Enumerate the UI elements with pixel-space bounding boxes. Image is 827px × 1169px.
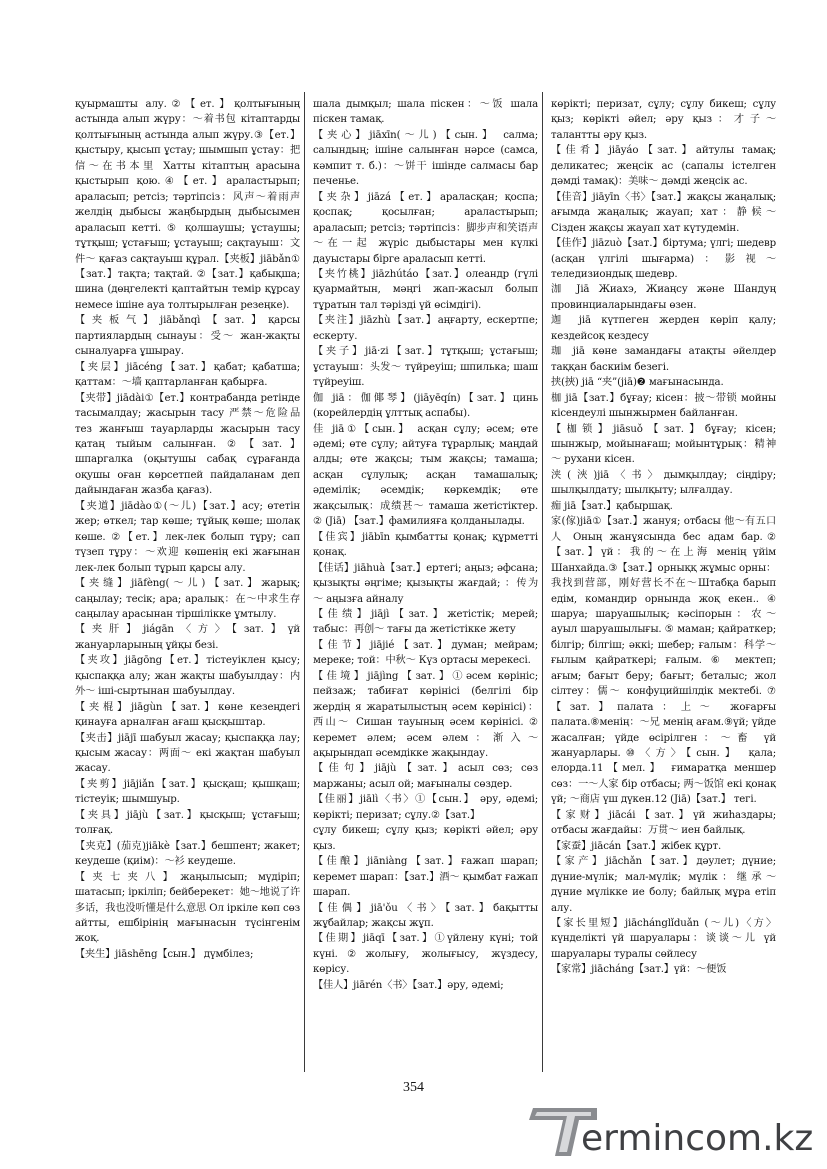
dictionary-entry: 【夹剪】jiājiǎn【зат.】қысқаш; қышқаш; тістеуік; шымшуыр. <box>75 778 300 806</box>
dictionary-entry: 【佳节】jiājié【зат.】думан; мейрам; мереке; той：中秋～ Күз ортасы мерекесі. <box>313 639 538 667</box>
page-number: 354 <box>403 1080 424 1095</box>
dictionary-entry: 家(傢)jiā①【зат.】жануя; отбасы 他～有五口人 Оның жанұясында бес адам бар.②【зат.】үй：我的～在上海 менің үйім Шанхайда.③【зат.】орныққ жұмыс орны：我找到营部，刚好营长不在～Штабқа барып едім, командир орнында жоқ екен.. ④ шаруа; шаруашылық; кәсіпорын：农～ ауыл шаруашылығы. ⑤ маман; қайраткер; білгір; білгіш; әккі; шебер; ғалым：科学～ ғылым қайраткері; ғалым. ⑥ мектеп; ағым; бағыт беру; бағыт; беталыс; жол сілтеу：儒～ конфуцийшілдік мектебі. ⑦【зат.】палата：上～ жоғарғы палата.⑧менің：～兄 менің ағам.⑨үй; үйде жасалған; үйде өсірілген：～畜 үй жануарлары.⑩〈方〉【сын.】 қала; елорда.11【мел.】 ғимаратқа меншер сөз：一～人家 бір отбасы; 两～饭馆 екі қонақ үй; ～商店 үш дүкен.12 (Jiā)【зат.】 тегі. <box>551 516 776 806</box>
dictionary-entry: 【佳人】jiārén〈书〉【зат.】әру, әдемі; <box>313 979 504 991</box>
dictionary-entry: 【夹带】jiādài①【ет.】контрабанда ретінде тасымалдау; жасырын тасу 严禁～危险品 тез жанғыш тауарларды жасырын тасу қатаң тыйым салынған. ②【зат.】шпаргалка (оқытушы сабақ сұрағанда оқушы оған көрсетпей пайдаланам деп дайындаған жазба қағаз). <box>75 392 300 497</box>
dictionary-entry: 【夹道】jiādào①(～儿)【зат.】асу; өтетін жер; өткел; тар көше; тұйық көше; шолақ көше. ②【ет.】лек-лек болып тұру; сап түзеп тұру：～欢迎 көшенің екі жағынан лек-лек болып тұрып қарсы алу. <box>75 500 300 574</box>
dictionary-entry: 浃(浹)jiā〈书〉дымқылдау; сіңдіру; шылқылдату; шылқыту; ылғалдау. <box>551 469 776 497</box>
dictionary-entry: 【家常】jiācháng【зат.】үй：～便饭 <box>551 964 727 976</box>
dictionary-entry: 【夹竹桃】jiāzhútáo【зат.】олеандр (гүлі қуармайтын, мәңгі жап-жасыл болып тұратын тал тәрізді үй өсімдігі). <box>313 268 538 311</box>
dictionary-entry: 【佳丽】jiālì〈书〉①【сын.】 әру, әдемі; көрікті; перизат; сұлу.②【зат.】 <box>313 794 538 821</box>
dictionary-entry: сұлу бикеш; сұлу қыз; көрікті әйел; әру қыз. <box>313 825 538 852</box>
column-divider-right <box>542 92 543 1072</box>
dictionary-entry: 【夹克】(茄克)jiākè【зат.】бешпент; жакет; кеудеше (қиім)：～衫 кеудеше. <box>75 840 300 868</box>
dictionary-column-1 <box>75 97 300 1069</box>
dictionary-entry: 泇 Jiā Жиахэ, Жиаңсу және Шандуң провинциаларындағы өзен. <box>551 284 776 311</box>
dictionary-entry: 【家长里短】jiāchánglǐduǎn (～儿)〈方〉күнделікті үй шаруалары：谈谈～儿 үй шаруалары туралы сөйлесу <box>551 918 776 960</box>
dictionary-entry: 【佳期】jiāqī【зат.】①үйлену күні; той күні.②жолығу, жолығысу, жүздесу, көрісу. <box>313 933 538 976</box>
dictionary-entry: 【夹层】jiācéng【зат.】қабат; қабатша; қаттам：～墙 қаптарланған қабырға. <box>75 361 300 389</box>
dictionary-entry: 佳 jiā①【сын.】 асқан сұлу; әсем; өте әдемі; өте сұлу; айтуға тұрарлық; маңдай алды; өте жақсы; тым жақсы; тамаша; асқан сұлулық; асқан тамашалық; әдемілік; әсемдік; көркемдік; өте жақсылық：成绩甚～ тамаша жетістіктер. ② (Jiā) 【зат.】фамилияға қолданылады. <box>313 423 538 528</box>
dictionary-entry: 【佳音】jiāyīn〈书〉【зат.】жақсы жаңалық; ағымда жаңалық; жауап; хат：静候～ Сізден жақсы жауап хат күтудемін. <box>551 191 776 234</box>
dictionary-entry: 【夹攻】jiāgōng【ет.】тістеуіклен қысу; қыспаққа алу; жан жақты шабуылдау：内外～ іші-сыртынан шабуылдау. <box>75 655 300 698</box>
dictionary-entry: 【夹肝】jiágān〈方〉【зат.】үй жануарларының ұйқы безі. <box>75 624 300 651</box>
termincom-logo <box>525 1100 815 1162</box>
dictionary-entry: 【夹击】jiājī шабуыл жасау; қыспаққа лау; қысым жасау：两面～ екі жақтан шабуыл жасау. <box>75 732 300 775</box>
dictionary-entry: 【佳境】jiājìng【зат.】①әсем көрініс; пейзаж; табиғат көрінісі (белгілі бір жердің я жаратылыстың әсем көрінісі)：西山～ Сишан тауының әсем көрінісі. ② керемет әлем; әсем әлем：渐入～ ақырындап әсемдікке жақындау. <box>313 670 538 760</box>
dictionary-entry: 【佳酿】jiāniàng【зат.】ғажап шарап; керемет шарап：【зат.】酒～ қымбат ғажап шарап. <box>313 856 538 899</box>
dictionary-entry: 【佳宾】jiābīn қымбатты қонақ; құрметті қонақ. <box>313 531 538 559</box>
dictionary-entry: 【夹杂】jiāzá【ет.】араласқан; қоспа; қоспақ; қосылған; араластырып; араласып; ретсіз; тәртіпсіз：脚步声和笑语声～在一起 жүріс дыбыстары мен күлкі дауыстары бірге араласып кетті. <box>313 191 538 265</box>
dictionary-entry: 【佳偶】jiā'ǒu〈书〉【зат.】бақытты жұбайлар; жақсы жұп. <box>313 902 538 930</box>
dictionary-entry: 【佳绩】jiājì【зат.】жетістік; мерей; табыс：再创～ тағы да жетістікке жету <box>313 608 538 636</box>
dictionary-entry: 【夹板气】jiābǎnqì【зат.】қарсы партиялардың сынауы：受～ жан-жақты сыналуарға ұшырау. <box>75 315 300 358</box>
dictionary-entry: 【夹生】jiāshēng【сын.】 дүмбілез; <box>75 948 254 960</box>
dictionary-entry: 【家蚕】jiācán【зат.】жібек құрт. <box>551 840 722 852</box>
dictionary-entry: 枷 jiā【зат.】бұғау; кісен：披～带锁 мойны кісендеулі шынжырмен байланған. <box>551 392 776 420</box>
dictionary-entry: 【夹心】jiāxīn(～儿)【сын.】 салма; салындың; ішіне салынған нәрсе (самса, кәмпит т. б.)：～饼干 ішінде салмасы бар печенье. <box>313 129 538 188</box>
dictionary-entry: шала дымқыл; шала піскен：～饭 шала піскен тамақ. <box>313 99 538 126</box>
dictionary-entry: 【夹七夹八】жаңылысып; мүдіріп; шатасып; іркіліп; бейберекет：她～地说了许多话，我也没听懂是什么意思 Ол іркіле көп сөз айтты, ешбірінің мағынасын түсінгенім жоқ. <box>75 871 300 945</box>
dictionary-entry: қуырмашты алу.②【ет.】қолтығының астында алып жүру：～着书包 кітаптарды қолтығының астында алып жүру.③【ет.】қыстыру, қысып ұстау; шымшып ұстау：把信～在书本里 Хатты кітаптың арасына қыстырып қою.④【ет.】араластырып; араласып; ретсіз; тәртіпсіз：风声～着雨声 желдің дыбысы жаңбырдың дыбысымен араласып кетті. ⑤ қолшаушы; ұстаушы; тұтқыш; ұстағыш; ұстауыш; сақтауыш：文件～ қағаз сақтауыш құрал.【夹板】jiābǎn① 【зат.】тақта; тақтай. ②【зат.】қабықша; шина (дөңгелекті қаптайтын темір құрсау немесе ішіне ауа толтырылған резеңке). <box>75 99 300 311</box>
dictionary-entry: 挟(挾) jiā “夹”(jiā)❷ мағынасында. <box>551 377 724 389</box>
dictionary-entry: 珈 jiā көне замандағы атақты әйелдер таққан баскиім безегі. <box>551 346 776 373</box>
svg-text:ermincom.kz: ermincom.kz <box>581 1118 814 1159</box>
column-divider-left <box>304 92 305 1072</box>
dictionary-entry: 【夹具】jiājù【зат.】қысқыш; ұстағыш; толғақ. <box>75 809 300 837</box>
dictionary-entry: 【夹注】jiāzhù【зат.】аңғарту, ескертпе; ескерту. <box>313 315 538 342</box>
dictionary-column-2 <box>313 97 538 1069</box>
dictionary-entry: 【家产】jiāchǎn【зат.】дәулет; дүние; дүние-мүлік; мал-мүлік; мүлік：继承～ дүние мүлікке ие болу; байлық мұра етіп алу. <box>551 856 776 914</box>
dictionary-entry: 迦 jiā күтпеген жерден көріп қалу; кездейсоқ кездесу <box>551 315 776 342</box>
dictionary-entry: 伽 jiā：伽倻琴】(jiāyēqín)【зат.】цинь (корейлердің ұлттық аспабы). <box>313 392 538 420</box>
dictionary-entry: 【佳句】jiājù【зат.】асыл сөз; сөз маржаны; асыл ой; мағыналы сөздер. <box>313 763 538 790</box>
dictionary-entry: 【夹缝】jiāfèng(～儿)【зат.】жарық; саңылау; тесік; ара; аралық：在～中求生存 саңылау арасынан тіршілікке ұмтылу. <box>75 578 300 620</box>
dictionary-entry: 【佳话】jiāhuà【зат.】ертегі; аңыз; әфсана; қызықты әңгіме; қызықты жағдай; ：传为～ аңызға айналу <box>313 562 538 605</box>
dictionary-entry: 【枷锁】jiāsuǒ【зат.】бұғау; кісен; шынжыр, мойынағаш; мойынтұрық：精神～ рухани кісен. <box>551 423 776 466</box>
dictionary-entry: 【夹子】jiā·zi【зат.】тұтқыш; ұстағыш; ұстауыш：头发～ түйреуіш; шпилька; шаш түйреуіш. <box>313 346 538 389</box>
dictionary-column-3 <box>551 97 776 1069</box>
dictionary-entry: 【家财】jiācái【зат.】үй жиһаздары; отбасы жағдайы：万贯～ иен байлық. <box>551 809 776 837</box>
dictionary-entry: 【佳肴】jiāyáo【зат.】айтулы тамақ; деликатес; жеңсік ас (сапалы істелген дәмді тамақ)：美味～ дәмді жеңсік ас. <box>551 145 776 188</box>
dictionary-entry: көрікті; перизат, сұлу; сұлу бикеш; сұлу қыз; көрікті әйел; әру қыз：才子～ талантты әру қыз. <box>551 99 776 141</box>
dictionary-entry: 【夹棍】jiāgùn【зат.】көне кезеңдегі қинауға арналған ағаш қысқыштар. <box>75 701 300 729</box>
dictionary-entry: 【佳作】jiāzuò【зат.】біртума; үлгі; шедевр (асқан үлгілі шығарма)：影视～ теледизиондық шедевр. <box>551 238 776 280</box>
dictionary-entry: 痂 jiā【зат.】қабыршақ. <box>551 500 673 512</box>
